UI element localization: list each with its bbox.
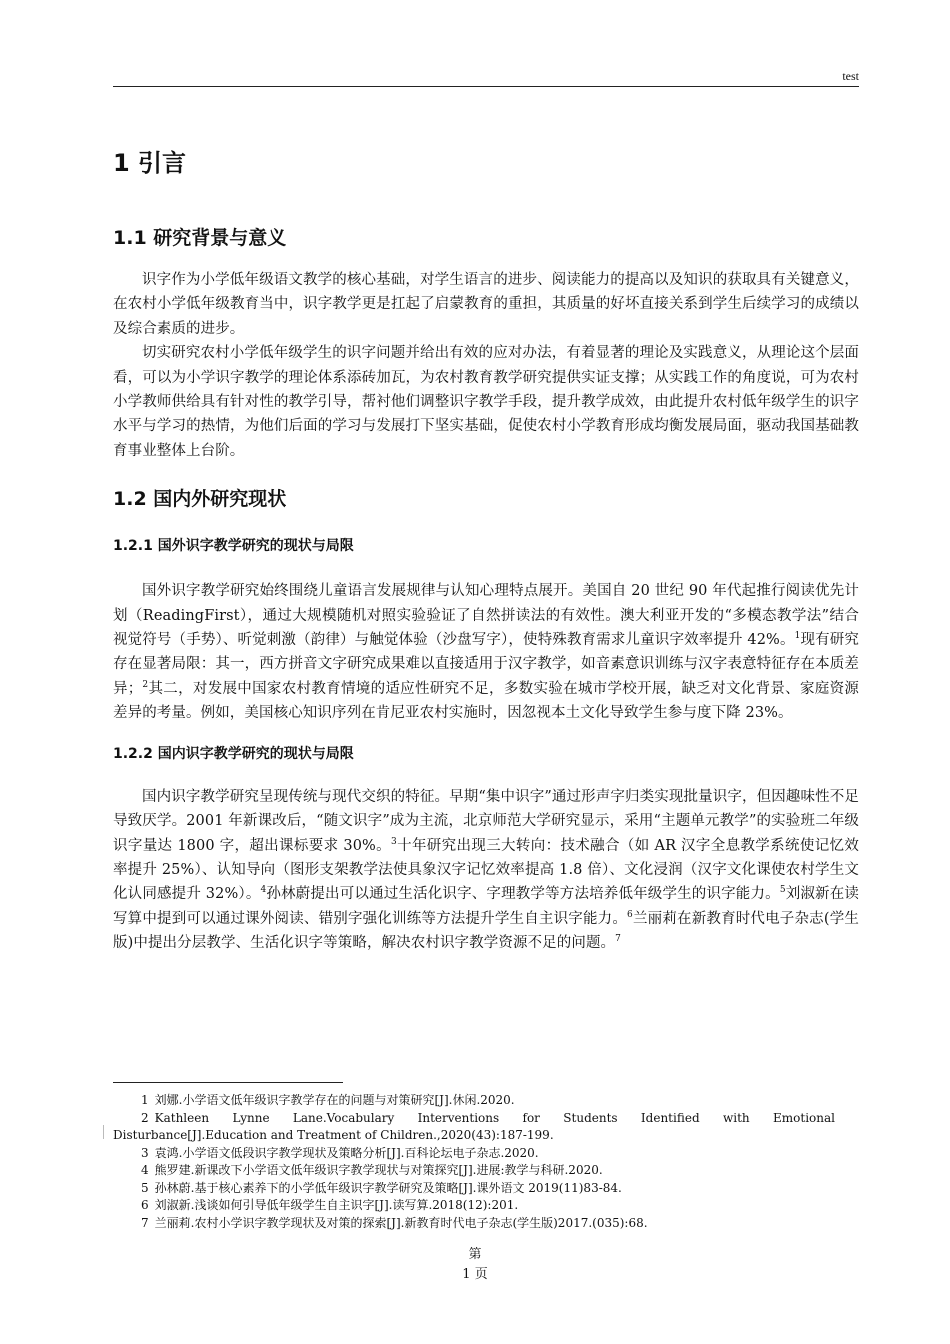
footnote-number: 4 (141, 1163, 149, 1177)
subsection-title-1-2-1: 1.2.1 国外识字教学研究的现状与局限 (113, 538, 354, 555)
footnote (113, 1092, 835, 1110)
footnote-separator (113, 1082, 343, 1083)
footnote-text: Kathleen Lynne Lane.Vocabulary Interventions for Students Identified with Emotional Disturbance[J].Education and Treatment of Children.,2020(43):187-199. (113, 1110, 835, 1142)
page-number-label: 第 (468, 1247, 482, 1262)
text-segment: 国外识字教学研究始终围绕儿童语言发展规律与认知心理特点展开。美国自 20 世纪 90 年代起推行阅读优先计划（ReadingFirst），通过大规模随机对照实验验证了自然拼读法的有效性。澳大利亚开发的“多模态教学法”结合视觉符号（手势）、听觉刺激（韵律）与触觉体验（沙盘写字），使特殊教育需求儿童识字效率提升 42%。 (113, 583, 859, 649)
footnote (113, 1197, 835, 1215)
paragraph-domestic-research (113, 785, 859, 956)
section-title-1-2: 1.2 国内外研究现状 (113, 488, 287, 511)
paragraph-background-1: 识字作为小学低年级语文教学的核心基础，对学生语言的进步、阅读能力的提高以及知识的获取具有关键意义，在农村小学低年级教育当中，识字教学更是扛起了启蒙教育的重担，其质量的好坏直接关系到学生后续学习的成绩以及综合素质的进步。 (113, 272, 859, 337)
footnote-number: 1 (141, 1093, 149, 1107)
footnote-number: 5 (141, 1180, 149, 1195)
margin-mark (103, 1125, 104, 1139)
text-segment: 十年研究出现三大转向：技术融合（如 AR 汉字全息教学系统使记忆效率提升 25%）、认知导向（图形支架教学法使具象汉字记忆效率提高 1.8 倍）、文化浸润（汉字文化课使农村学生文化认同感提升 32%）。 (113, 837, 859, 903)
text-segment: 其二，对发展中国家农村教育情境的适应性研究不足，多数实验在城市学校开展，缺乏对文化背景、家庭资源差异的考量。例如，美国核心知识序列在肯尼亚农村实施时，因忽视本土文化导致学生参与度下降 23%。 (113, 680, 860, 722)
footnote-text: 孙林蔚.基于核心素养下的小学低年级识字教学研究及策略[J].课外语文 2019(11)83-84. (154, 1180, 622, 1195)
footnote-number: 7 (141, 1215, 149, 1230)
footnote-text: 刘淑新.浅谈如何引导低年级学生自主识字[J].读写算.2018(12):201. (154, 1198, 519, 1212)
header-text: test (842, 69, 859, 83)
footnote (113, 1110, 835, 1145)
footnote-ref[interactable]: 2 (142, 680, 149, 691)
footnote-text: 兰丽莉.农村小学识字教学现状及对策的探索[J].新教育时代电子杂志(学生版)2017.(035):68. (154, 1215, 648, 1230)
text-segment: 刘淑新在读写算中提到可以通过课外阅读、错别字强化训练等方法提升学生自主识字能力。 (113, 886, 859, 927)
text-segment: 兰丽莉在新教育时代电子杂志(学生版)中提出分层教学、生活化识字等策略，解决农村识字教学资源不足的问题。 (113, 910, 859, 952)
footnote-ref[interactable]: 7 (615, 934, 621, 945)
main-content (113, 128, 859, 956)
footnote-text: 袁鸿.小学语文低段识字教学现状及策略分析[J].百科论坛电子杂志.2020. (154, 1145, 539, 1160)
footnote-ref[interactable]: 3 (391, 836, 397, 847)
footnote-number: 3 (141, 1145, 149, 1160)
footnote-ref[interactable]: 5 (779, 885, 786, 896)
page-number: 1 页 (462, 1267, 488, 1282)
text-segment: 现有研究存在显著局限：其一，西方拼音文字研究成果难以直接适用于汉字教学，如音素意识训练与汉字表意特征存在本质差异； (113, 632, 859, 697)
footnote-ref[interactable]: 6 (627, 909, 633, 920)
footnote (113, 1215, 835, 1233)
subsection-title-1-2-2: 1.2.2 国内识字教学研究的现状与局限 (113, 745, 354, 762)
text-segment: 国内识字教学研究呈现传统与现代交织的特征。早期“集中识字”通过形声字归类实现批量识字，但因趣味性不足导致厌学。2001 年新课改后，“随文识字”成为主流，北京师范大学研究显示，采用“主题单元教学”的实验班二年级识字量达 1800 字，超出课标要求 30%。 (113, 788, 859, 854)
footnote-number: 6 (141, 1198, 149, 1212)
footnote-text: 刘娜.小学语文低年级识字教学存在的问题与对策研究[J].休闲.2020. (154, 1093, 515, 1107)
chapter-title: 1 引言 (113, 149, 187, 177)
section-title-1-1: 1.1 研究背景与意义 (113, 227, 287, 249)
footnote (113, 1145, 835, 1163)
paragraph-background-2: 切实研究农村小学低年级学生的识字问题并给出有效的应对办法，有着显著的理论及实践意义，从理论这个层面看，可以为小学识字教学的理论体系添砖加瓦，为农村教育教学研究提供实证支撑；从实践工作的角度说，可为农村小学教师供给具有针对性的教学引导，帮衬他们调整识字教学手段，提升教学成效，由此提升农村低年级学生的识字水平与学习的热情，为他们后面的学习与发展打下坚实基础，促使农村小学教育形成均衡发展局面，驱动我国基础教育事业整体上台阶。 (113, 345, 859, 459)
footnote-ref[interactable]: 1 (794, 631, 801, 642)
text-segment: 孙林蔚提出可以通过生活化识字、字理教学等方法培养低年级学生的识字能力。 (266, 886, 780, 903)
footnote-text: 熊罗建.新课改下小学语文低年级识字教学现状与对策探究[J].进展:教学与科研.2020. (154, 1163, 603, 1177)
page-header (113, 66, 859, 87)
paragraph-foreign-research (113, 579, 859, 725)
footnote-number: 2 (141, 1110, 149, 1125)
footnote-ref[interactable]: 4 (260, 885, 267, 896)
footnote (113, 1162, 835, 1180)
footnotes (113, 1092, 835, 1232)
footnote (113, 1180, 835, 1198)
